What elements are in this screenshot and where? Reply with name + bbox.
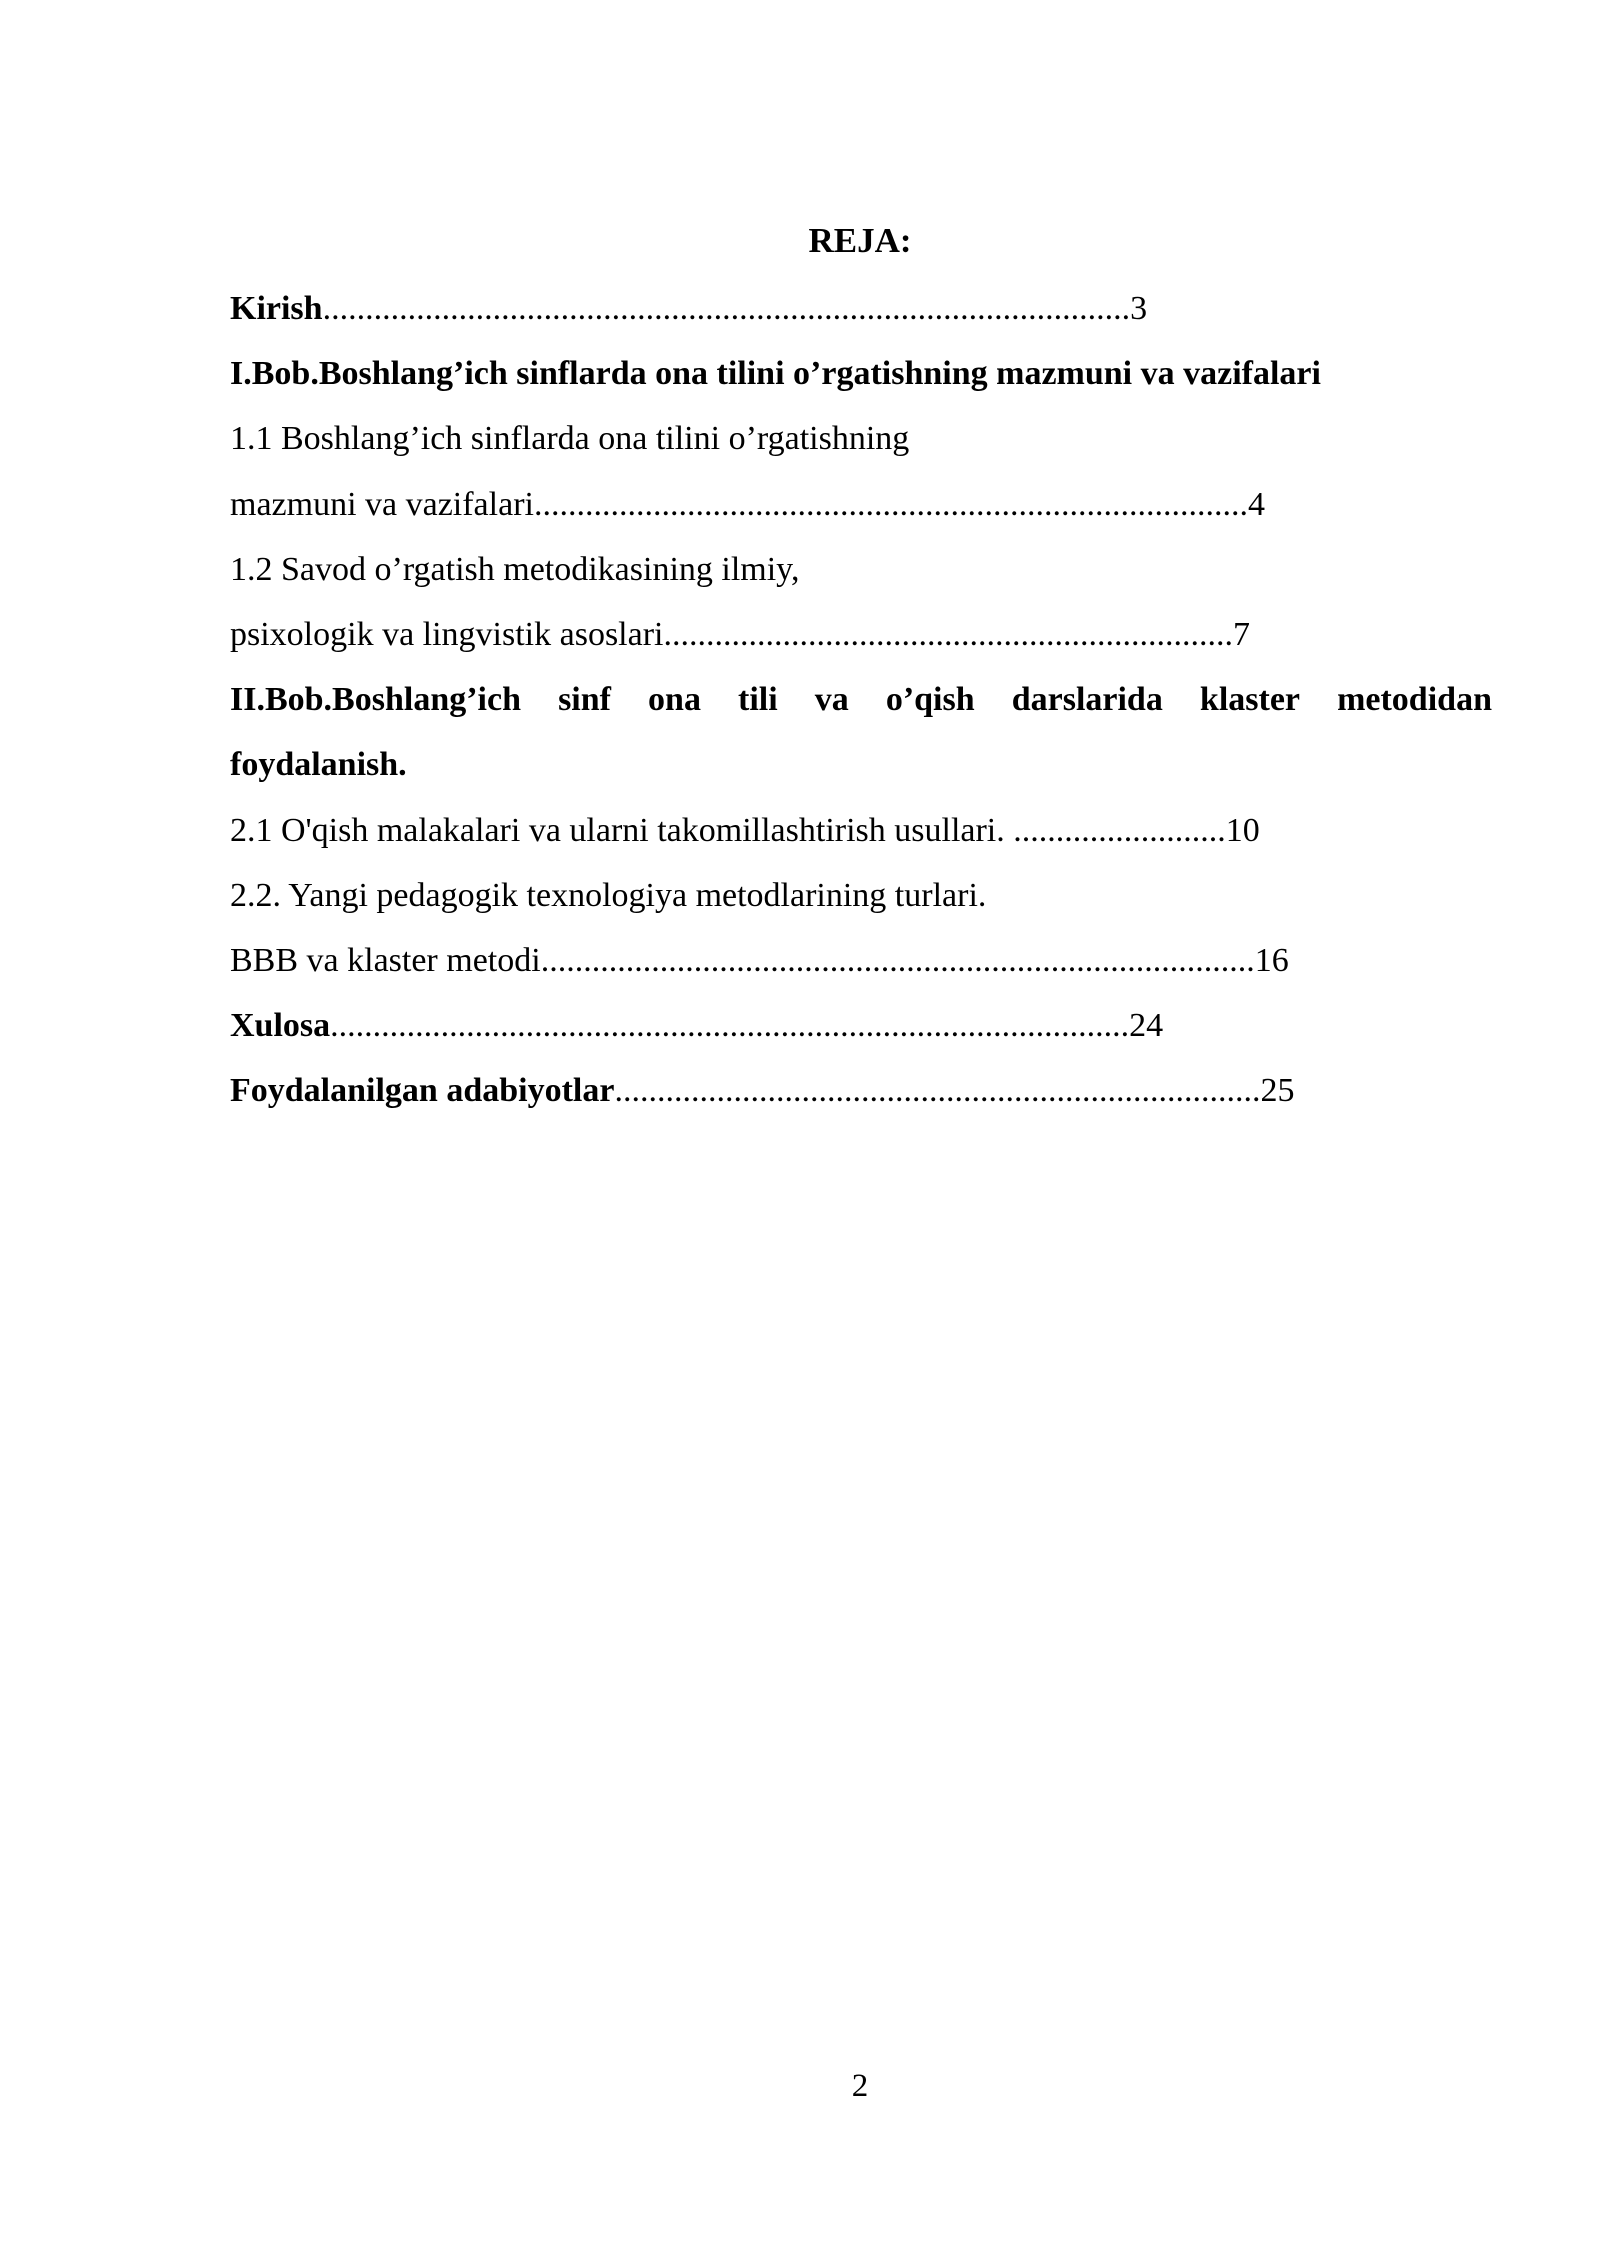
toc-page-number: 4 xyxy=(1247,485,1265,523)
toc-entry-label: psixologik va lingvistik asoslari xyxy=(230,615,664,653)
chapter-2-word: va xyxy=(814,681,849,719)
toc-leader-dots: ......................... xyxy=(1013,811,1226,849)
toc-entry-label: Xulosa xyxy=(230,1007,331,1045)
page-title: REJA: xyxy=(808,221,912,260)
toc-entry-section-1-2 xyxy=(230,602,1492,667)
toc-page-number: 3 xyxy=(1130,290,1148,327)
chapter-2-word: II.Bob.Boshlang’ich xyxy=(230,681,521,719)
chapter-2-word: o’qish xyxy=(885,681,975,719)
table-of-contents xyxy=(230,276,1492,1123)
toc-leader-dots: ............................................................................ xyxy=(614,1072,1261,1110)
page-number: 2 xyxy=(851,2068,869,2104)
toc-leader-dots: .................................................................................... xyxy=(540,941,1255,979)
toc-entry-label: BBB va klaster metodi xyxy=(230,941,541,979)
toc-page-number: 16 xyxy=(1254,941,1289,979)
toc-page-number: 10 xyxy=(1225,811,1260,849)
toc-leader-dots: ............................................................................................... xyxy=(322,290,1131,327)
toc-section-1-2-title: 1.2 Savod o’rgatish metodikasining ilmiy, xyxy=(230,550,800,588)
toc-section-2-2-title: 2.2. Yangi pedagogik texnologiya metodlarining turlari. xyxy=(230,876,987,914)
toc-entry-label: 2.1 O'qish malakalari va ularni takomillashtirish usullari. xyxy=(230,811,1014,849)
toc-chapter-2-heading xyxy=(230,667,1492,732)
chapter-2-word: klaster xyxy=(1199,681,1300,719)
chapter-2-word: ona xyxy=(648,681,701,719)
chapter-2-word: metodidan xyxy=(1337,681,1492,719)
toc-section-1-1-title: 1.1 Boshlang’ich sinflarda ona tilini o’rgatishning xyxy=(230,420,910,458)
toc-entry-xulosa xyxy=(230,993,1492,1058)
toc-entry-label: Foydalanilgan adabiyotlar xyxy=(230,1072,615,1110)
toc-page-number: 24 xyxy=(1129,1007,1164,1045)
chapter-2-word: darslarida xyxy=(1011,681,1163,719)
toc-leader-dots: .................................................................................... xyxy=(533,485,1248,523)
chapter-2-word: sinf xyxy=(558,681,611,719)
toc-leader-dots: ................................................................... xyxy=(663,615,1233,653)
toc-entry-section-1-1 xyxy=(230,472,1492,537)
toc-entry-label: Kirish xyxy=(230,290,323,327)
toc-chapter-1-heading: I.Bob.Boshlang’ich sinflarda ona tilini o’rgatishning mazmuni va vazifalari xyxy=(230,355,1321,393)
toc-leader-dots: .............................................................................................. xyxy=(330,1007,1130,1045)
toc-entry-adabiyotlar xyxy=(230,1058,1492,1123)
toc-entry-section-2-1 xyxy=(230,798,1492,863)
toc-entry-section-2-2 xyxy=(230,928,1492,993)
toc-entry-kirish xyxy=(230,276,1492,341)
toc-page-number: 25 xyxy=(1260,1072,1295,1110)
toc-entry-label: mazmuni va vazifalari xyxy=(230,485,534,523)
toc-page-number: 7 xyxy=(1232,615,1250,653)
chapter-2-word: tili xyxy=(738,681,778,719)
toc-chapter-2-heading-continued: foydalanish. xyxy=(230,746,407,784)
